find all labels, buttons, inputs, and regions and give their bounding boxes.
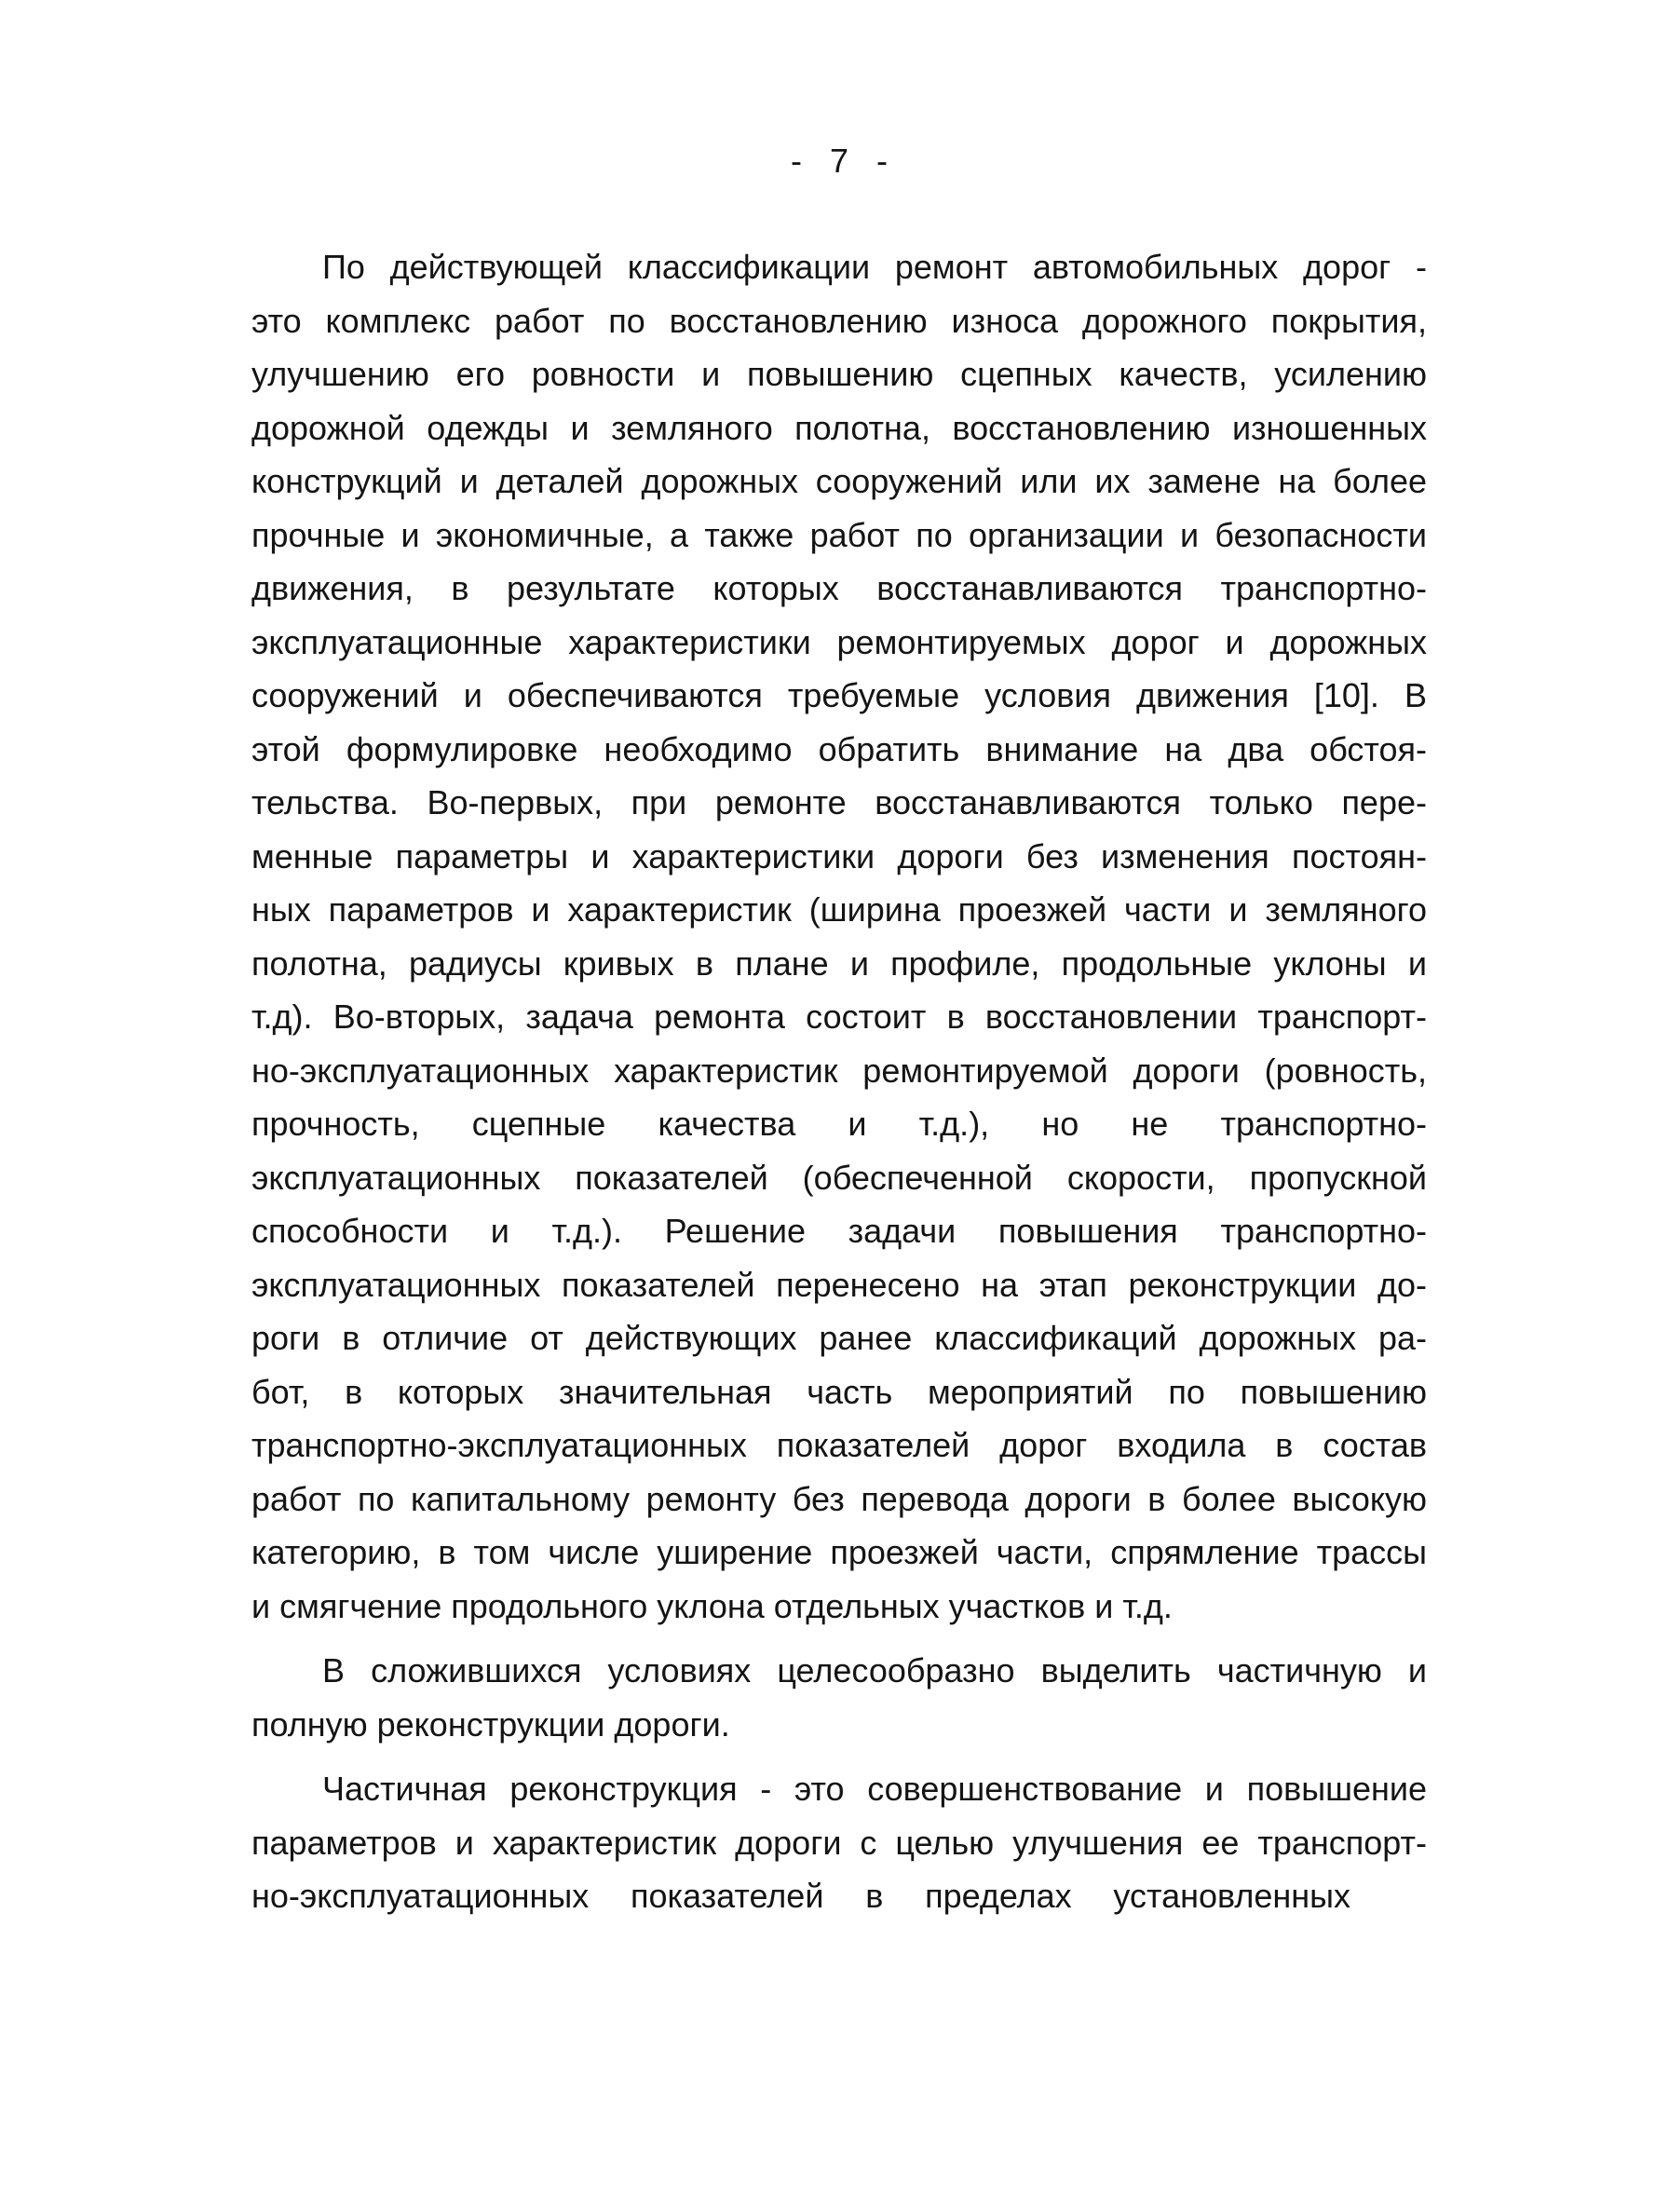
- text-line: движения, в результате которых восстанавливаются транспортно-: [251, 569, 1427, 607]
- text-line: параметров и характеристик дороги с целью улучшения ее транспорт-: [251, 1823, 1427, 1862]
- page-number: - 7 -: [790, 142, 897, 180]
- text-line: но-эксплуатационных характеристик ремонтируемой дороги (ровность,: [251, 1051, 1427, 1090]
- text-line: работ по капитальному ремонту без перевода дороги в более высокую: [251, 1479, 1427, 1518]
- text-line: и смягчение продольного уклона отдельных участков и т.д.: [251, 1586, 1173, 1625]
- paragraph-gap: [251, 1633, 1427, 1644]
- paragraph-2: [251, 1644, 1427, 1751]
- text-line: дорожной одежды и земляного полотна, восстановлению изношенных: [251, 408, 1427, 447]
- text-line: менные параметры и характеристики дороги без изменения постоян-: [251, 836, 1427, 875]
- text-line: способности и т.д.). Решение задачи повышения транспортно-: [251, 1212, 1427, 1250]
- text-line: сооружений и обеспечиваются требуемые условия движения [10]. В: [251, 676, 1427, 714]
- text-line: полную реконструкции дороги.: [251, 1704, 730, 1744]
- text-line: транспортно-эксплуатационных показателей дорог входила в состав: [251, 1426, 1427, 1464]
- text-line: эксплуатационные характеристики ремонтируемых дорог и дорожных: [251, 622, 1427, 661]
- text-line: ных параметров и характеристик (ширина проезжей части и земляного: [251, 890, 1427, 929]
- text-line: тельства. Во-первых, при ремонте восстанавливаются только пере-: [251, 783, 1427, 821]
- paragraph-1: [251, 240, 1427, 1633]
- text-line: роги в отличие от действующих ранее классификаций дорожных ра-: [251, 1319, 1427, 1357]
- text-line: т.д). Во-вторых, задача ремонта состоит в восстановлении транспорт-: [251, 997, 1427, 1036]
- text-line: конструкций и деталей дорожных сооружений или их замене на более: [251, 462, 1427, 500]
- text-line: этой формулировке необходимо обратить внимание на два обстоя-: [251, 729, 1427, 768]
- text-line: категорию, в том числе уширение проезжей части, спрямление трассы: [251, 1533, 1427, 1571]
- text-line: полотна, радиусы кривых в плане и профиле, продольные уклоны и: [251, 943, 1427, 983]
- text-line: эксплуатационных показателей перенесено на этап реконструкции до-: [251, 1265, 1427, 1304]
- text-line: но-эксплуатационных показателей в пределах установленных: [251, 1877, 1350, 1915]
- text-line: По действующей классификации ремонт автомобильных дорог -: [322, 248, 1427, 286]
- text-line: эксплуатационных показателей (обеспеченной скорости, пропускной: [251, 1158, 1427, 1197]
- paragraph-3: [251, 1762, 1427, 1923]
- text-line: В сложившихся условиях целесообразно выделить частичную и: [322, 1651, 1427, 1690]
- paragraph-gap: [251, 1751, 1427, 1762]
- text-line: прочность, сцепные качества и т.д.), но не транспортно-: [251, 1105, 1427, 1143]
- body-text: [251, 240, 1427, 1923]
- text-line: улучшению его ровности и повышению сцепных качеств, усилению: [251, 355, 1427, 393]
- text-line: это комплекс работ по восстановлению износа дорожного покрытия,: [251, 301, 1427, 340]
- text-line: бот, в которых значительная часть мероприятий по повышению: [251, 1372, 1427, 1411]
- text-line: Частичная реконструкция - это совершенствование и повышение: [322, 1770, 1427, 1808]
- text-line: прочные и экономичные, а также работ по организации и безопасности: [251, 515, 1427, 554]
